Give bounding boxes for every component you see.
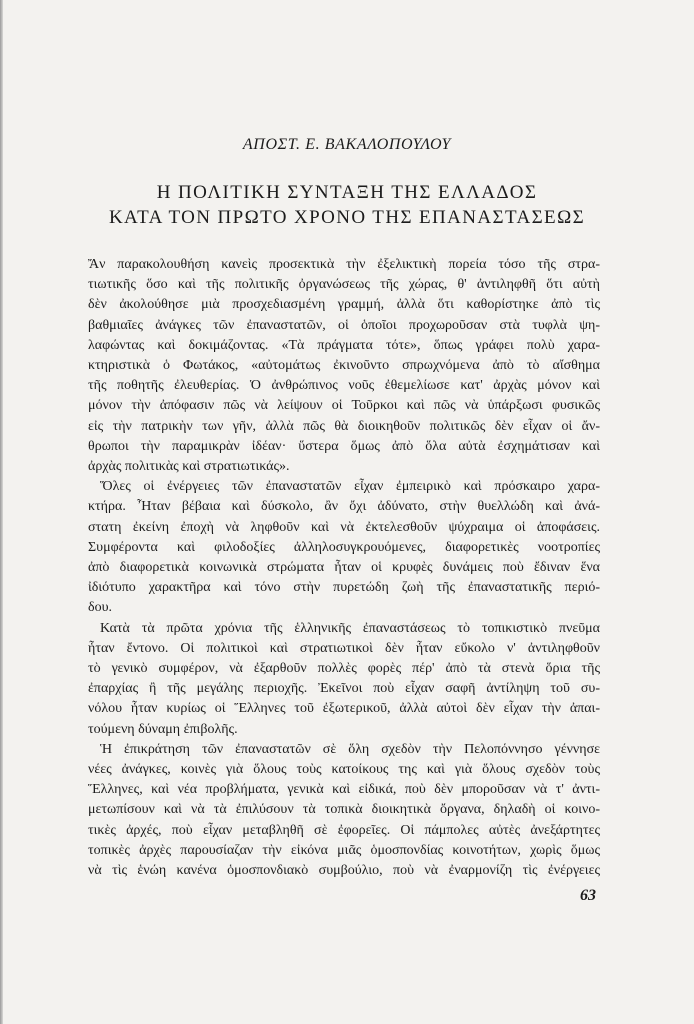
text-line: εἰς τὴν πατρικὴν των γῆν, ἀλλὰ πῶς θὰ διοικηθοῦν πολιτικῶς δὲν εἶχαν οἱ ἄν- [88,418,600,434]
article-title [0,180,694,230]
text-line: Κατὰ τὰ πρῶτα χρόνια τῆς ἑλληνικῆς ἐπαναστάσεως τὸ τοπικιστικὸ πνεῦμα [100,620,600,636]
text-line: ἀπὸ διαφορετικὰ κοινωνικὰ στρώματα ἦταν οἱ κρυφὲς δυνάμεις ποὺ ἔδιναν ἕνα [88,560,600,576]
text-line: ἐπαρχίας ἢ τῆς μεγάλης περιοχῆς. Ἐκεῖνοι ποὺ εἶχαν σαφῆ ἀντίληψη τοῦ συ- [88,681,600,697]
text-line: ἦταν ἔντονο. Οἱ πολιτικοὶ καὶ στρατιωτικοὶ δὲν ἦταν εὔκολο ν' ἀντιληφθοῦν [88,640,600,656]
paragraph [88,477,600,618]
text-line: τιωτικῆς ὅσο καὶ τῆς πολιτικῆς ὀργανώσεως τῆς χώρας, θ' ἀντιληφθῆ ὅτι αὐτὴ [88,277,600,293]
text-line: θρωποι τὴν παραμικρὰν ἰδέαν· ὕστερα ὅμως ἀπὸ ὅλα αὐτὰ ἐσχημάτισαν καὶ [88,438,600,454]
text-line: νὰ τὶς ἑνώη κανένα ὁμοσπονδιακὸ συμβούλιο, ποὺ νὰ ἐναρμονίζη τὶς ἐνέργειες [88,863,600,879]
text-line: στατη ἐκείνη ἐποχὴ νὰ ληφθοῦν καὶ νὰ ἐκτελεσθοῦν ψύχραιμα οἱ ἀποφάσεις. [88,519,600,535]
article-body [88,255,600,881]
text-line: Ὅλες οἱ ἐνέργειες τῶν ἐπαναστατῶν εἶχαν ἐμπειρικὸ καὶ πρόσκαιρο χαρα- [100,479,600,495]
text-line: τούμενη δύναμη ἐπιβολῆς. [88,721,238,737]
author-name: ΑΠΟΣΤ. Ε. ΒΑΚΑΛΟΠΟΥΛΟΥ [242,136,452,153]
text-line: τικὲς ἀρχές, ποὺ εἶχαν μεταβληθῆ σὲ ἐφορεῖες. Οἱ πάμπολες αὐτὲς ἀνεξάρτητες [88,822,600,838]
title-line: Η ΠΟΛΙΤΙΚΗ ΣΥΝΤΑΞΗ ΤΗΣ ΕΛΛΑΔΟΣ [156,182,538,203]
text-line: κτήρα. Ἦταν βέβαια καὶ δύσκολο, ἂν ὄχι ἀδύνατο, στὴν θυελλώδη καὶ ἀνά- [88,499,600,515]
paragraph [88,740,600,881]
text-line: λαφώντας καὶ δοκιμάζοντας. «Τὰ πράγματα τότε», ὅπως γράφει πολὺ χαρα- [88,337,600,353]
paragraph [88,619,600,740]
text-line: κτηριστικὰ ὁ Φωτάκος, «αὐτομάτως ἐκινοῦντο σπρωχνόμενα ἀπὸ τὸ αἴσθημα [88,358,600,374]
text-line: τῆς ποθητῆς ἐλευθερίας. Ὁ ἀνθρώπινος νοῦς ἐθεμελίωσε κατ' ἀρχὰς μόνον καὶ [88,378,600,394]
text-line: βαθμιαῖες ἀνάγκες τῶν ἐπαναστατῶν, οἱ ὁποῖοι προχωροῦσαν στὰ τυφλὰ ψη- [88,317,600,333]
text-line: δου. [88,600,113,616]
text-line: Ἕλληνες, καὶ νέα προβλήματα, γενικὰ καὶ εἰδικά, ποὺ δὲν μποροῦσαν νὰ τ' ἀντι- [88,782,600,798]
text-line: Συμφέροντα καὶ φιλοδοξίες ἀλληλοσυγκρουόμενες, διαφορετικὲς νοοτροπίες [88,539,600,555]
text-line: τοπικὲς ἀρχὲς παρουσίαζαν τὴν εἰκόνα μιᾶς ὁμοσπονδίας κοινοτήτων, χωρὶς ὅμως [88,842,600,858]
text-line: νέες ἀνάγκες, κοινὲς γιὰ ὅλους τοὺς κατοίκους της καὶ γιὰ ὅλους σχεδὸν τοὺς [88,762,600,778]
page-number: 63 [580,887,596,904]
text-line: Ἄν παρακολουθήση κανεὶς προσεκτικὰ τὴν ἐξελικτικὴ πορεία τόσο τῆς στρα- [88,257,600,272]
text-line: ἀρχὰς πολιτικὰς καὶ στρατιωτικάς». [88,459,290,475]
text-line: τὸ γενικὸ συμφέρον, νὰ ἐξαρθοῦν πολλὲς φορὲς πέρ' ἀπὸ τὰ στενὰ ὅρια τῆς [88,661,600,677]
text-line: νόλου ἦταν κυρίως οἱ Ἕλληνες τοῦ ἐξωτερικοῦ, ἀλλὰ αὐτοὶ δὲν εἶχαν τὴν ἀπαι- [88,701,600,717]
text-line: μόνον τὴν ἀπόφασιν πῶς νὰ λείψουν οἱ Τοῦρκοι καὶ πῶς νὰ ὑπάρξωσι φυσικῶς [88,398,600,414]
text-line: ἰδιότυπο χαρακτῆρα καὶ τόνο στὴν πυρετώδη ζωὴ τῆς ἐπαναστατικῆς περιό- [88,580,600,596]
paragraph [88,255,600,477]
text-line: μετωπίσουν καὶ νὰ τὰ ἐπιλύσουν τὰ τοπικὰ διοικητικὰ ὄργανα, δηλαδὴ οἱ κοινο- [88,802,600,818]
text-line: δὲν ἀκολούθησε μιὰ προσχεδιασμένη γραμμή, ἀλλὰ ὅτι καθορίστηκε ἀπὸ τὶς [88,297,600,313]
text-line: Ἡ ἐπικράτηση τῶν ἐπαναστατῶν σὲ ὅλη σχεδὸν τὴν Πελοπόννησο γέννησε [100,741,600,757]
title-line: ΚΑΤΑ ΤΟΝ ΠΡΩΤΟ ΧΡΟΝΟ ΤΗΣ ΕΠΑΝΑΣΤΑΣΕΩΣ [108,207,586,228]
